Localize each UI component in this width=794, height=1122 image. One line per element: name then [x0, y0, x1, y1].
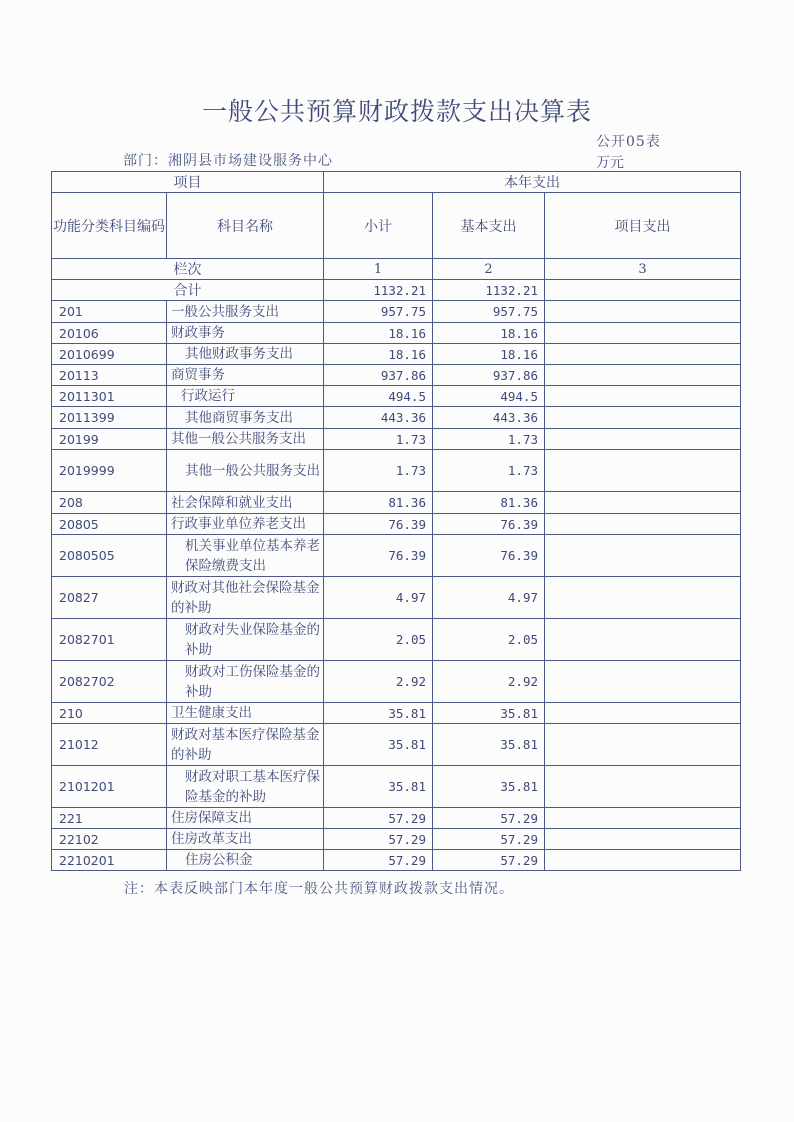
header-row-1: [52, 172, 741, 193]
row-name: 卫生健康支出: [167, 703, 324, 724]
row-subtotal: 18.16: [324, 344, 433, 365]
row-code: 20106: [52, 323, 167, 344]
row-project: [545, 386, 741, 407]
row-subtotal: 35.81: [324, 703, 433, 724]
row-name: 住房改革支出: [167, 829, 324, 850]
row-basic: 1.73: [433, 450, 545, 492]
header-subtotal: 小计: [324, 193, 433, 259]
table-row: [52, 365, 741, 386]
row-code: 2101201: [52, 766, 167, 808]
row-code: 2210201: [52, 850, 167, 871]
row-name: 财政对其他社会保险基金的补助: [167, 577, 324, 619]
page-title: 一般公共预算财政拨款支出决算表: [201, 97, 592, 126]
row-project: [545, 661, 741, 703]
row-basic: 18.16: [433, 323, 545, 344]
row-code: 2010699: [52, 344, 167, 365]
row-basic: 443.36: [433, 407, 545, 429]
row-name: 财政对职工基本医疗保险基金的补助: [167, 766, 324, 808]
row-project: [545, 450, 741, 492]
footnote: 注：本表反映部门本年度一般公共预算财政拨款支出情况。: [124, 881, 514, 897]
row-project: [545, 492, 741, 514]
row-name: 其他商贸事务支出: [167, 407, 324, 429]
table-row: [52, 808, 741, 829]
row-basic: 2.92: [433, 661, 545, 703]
header-func-code: 功能分类科目编码: [52, 193, 167, 259]
row-code: 21012: [52, 724, 167, 766]
table-row: [52, 703, 741, 724]
row-subtotal: 18.16: [324, 323, 433, 344]
column-index-row: [52, 259, 741, 280]
header-basic: 基本支出: [433, 193, 545, 259]
row-basic: 35.81: [433, 766, 545, 808]
row-subtotal: 1.73: [324, 429, 433, 450]
row-subtotal: 35.81: [324, 724, 433, 766]
row-name: 财政事务: [167, 323, 324, 344]
row-code: 2011399: [52, 407, 167, 429]
table-row: [52, 724, 741, 766]
table-row: [52, 535, 741, 577]
row-basic: 57.29: [433, 808, 545, 829]
row-basic: 76.39: [433, 535, 545, 577]
row-code: 22102: [52, 829, 167, 850]
table-row: [52, 577, 741, 619]
row-code: 20827: [52, 577, 167, 619]
row-basic: 76.39: [433, 514, 545, 535]
column-index-3: 3: [545, 259, 741, 280]
row-subtotal: 2.05: [324, 619, 433, 661]
row-subtotal: 35.81: [324, 766, 433, 808]
row-basic: 57.29: [433, 829, 545, 850]
table-row: [52, 492, 741, 514]
row-subtotal: 957.75: [324, 301, 433, 323]
header-annual: 本年支出: [324, 172, 741, 193]
row-subtotal: 2.92: [324, 661, 433, 703]
row-code: 221: [52, 808, 167, 829]
row-subtotal: 57.29: [324, 808, 433, 829]
table-row: [52, 407, 741, 429]
row-project: [545, 829, 741, 850]
row-name: 其他财政事务支出: [167, 344, 324, 365]
row-basic: 937.86: [433, 365, 545, 386]
row-project: [545, 429, 741, 450]
row-project: [545, 850, 741, 871]
row-subtotal: 76.39: [324, 535, 433, 577]
row-subtotal: 81.36: [324, 492, 433, 514]
unit-label: 万元: [596, 155, 624, 171]
row-subtotal: 494.5: [324, 386, 433, 407]
row-code: 20113: [52, 365, 167, 386]
table-row: [52, 661, 741, 703]
row-code: 2082702: [52, 661, 167, 703]
row-basic: 494.5: [433, 386, 545, 407]
row-basic: 957.75: [433, 301, 545, 323]
row-project: [545, 514, 741, 535]
row-name: 其他一般公共服务支出: [167, 429, 324, 450]
row-name: 行政运行: [167, 386, 324, 407]
row-basic: 81.36: [433, 492, 545, 514]
row-code: 2082701: [52, 619, 167, 661]
table-row: [52, 344, 741, 365]
row-basic: 2.05: [433, 619, 545, 661]
row-project: [545, 365, 741, 386]
row-name: 财政对基本医疗保险基金的补助: [167, 724, 324, 766]
row-basic: 1.73: [433, 429, 545, 450]
row-project: [545, 703, 741, 724]
row-subtotal: 57.29: [324, 829, 433, 850]
row-subtotal: 937.86: [324, 365, 433, 386]
row-code: 20805: [52, 514, 167, 535]
department-label: 部门：湘阴县市场建设服务中心: [123, 153, 333, 169]
row-name: 一般公共服务支出: [167, 301, 324, 323]
row-project: [545, 323, 741, 344]
row-basic: 18.16: [433, 344, 545, 365]
total-label: 合计: [52, 280, 324, 301]
table-row: [52, 429, 741, 450]
table-row: [52, 514, 741, 535]
total-row: [52, 280, 741, 301]
row-basic: 35.81: [433, 724, 545, 766]
table-row: [52, 450, 741, 492]
row-name: 机关事业单位基本养老保险缴费支出: [167, 535, 324, 577]
table-row: [52, 323, 741, 344]
row-code: 210: [52, 703, 167, 724]
row-subtotal: 443.36: [324, 407, 433, 429]
row-basic: 4.97: [433, 577, 545, 619]
row-name: 财政对工伤保险基金的补助: [167, 661, 324, 703]
row-subtotal: 4.97: [324, 577, 433, 619]
row-code: 2019999: [52, 450, 167, 492]
row-code: 201: [52, 301, 167, 323]
row-name: 住房公积金: [167, 850, 324, 871]
total-subtotal: 1132.21: [324, 280, 433, 301]
table-row: [52, 386, 741, 407]
column-index-1: 1: [324, 259, 433, 280]
row-project: [545, 577, 741, 619]
row-project: [545, 724, 741, 766]
row-project: [545, 766, 741, 808]
row-subtotal: 57.29: [324, 850, 433, 871]
row-project: [545, 344, 741, 365]
row-code: 208: [52, 492, 167, 514]
row-project: [545, 535, 741, 577]
row-name: 社会保障和就业支出: [167, 492, 324, 514]
row-name: 其他一般公共服务支出: [167, 450, 324, 492]
column-index-2: 2: [433, 259, 545, 280]
table-row: [52, 301, 741, 323]
row-code: 2011301: [52, 386, 167, 407]
header-subject-name: 科目名称: [167, 193, 324, 259]
row-basic: 35.81: [433, 703, 545, 724]
table-row: [52, 619, 741, 661]
row-project: [545, 619, 741, 661]
row-basic: 57.29: [433, 850, 545, 871]
table-row: [52, 829, 741, 850]
row-name: 行政事业单位养老支出: [167, 514, 324, 535]
row-name: 商贸事务: [167, 365, 324, 386]
row-project: [545, 301, 741, 323]
row-name: 住房保障支出: [167, 808, 324, 829]
row-code: 2080505: [52, 535, 167, 577]
total-basic: 1132.21: [433, 280, 545, 301]
row-project: [545, 407, 741, 429]
table-row: [52, 850, 741, 871]
row-project: [545, 808, 741, 829]
table-row: [52, 766, 741, 808]
row-subtotal: 1.73: [324, 450, 433, 492]
column-index-label: 栏次: [52, 259, 324, 280]
header-project-exp: 项目支出: [545, 193, 741, 259]
header-project: 项目: [52, 172, 324, 193]
row-name: 财政对失业保险基金的补助: [167, 619, 324, 661]
row-code: 20199: [52, 429, 167, 450]
total-project: [545, 280, 741, 301]
form-code: 公开05表: [596, 134, 661, 150]
row-subtotal: 76.39: [324, 514, 433, 535]
header-row-2: [52, 193, 741, 259]
expenditure-table: [51, 171, 741, 871]
